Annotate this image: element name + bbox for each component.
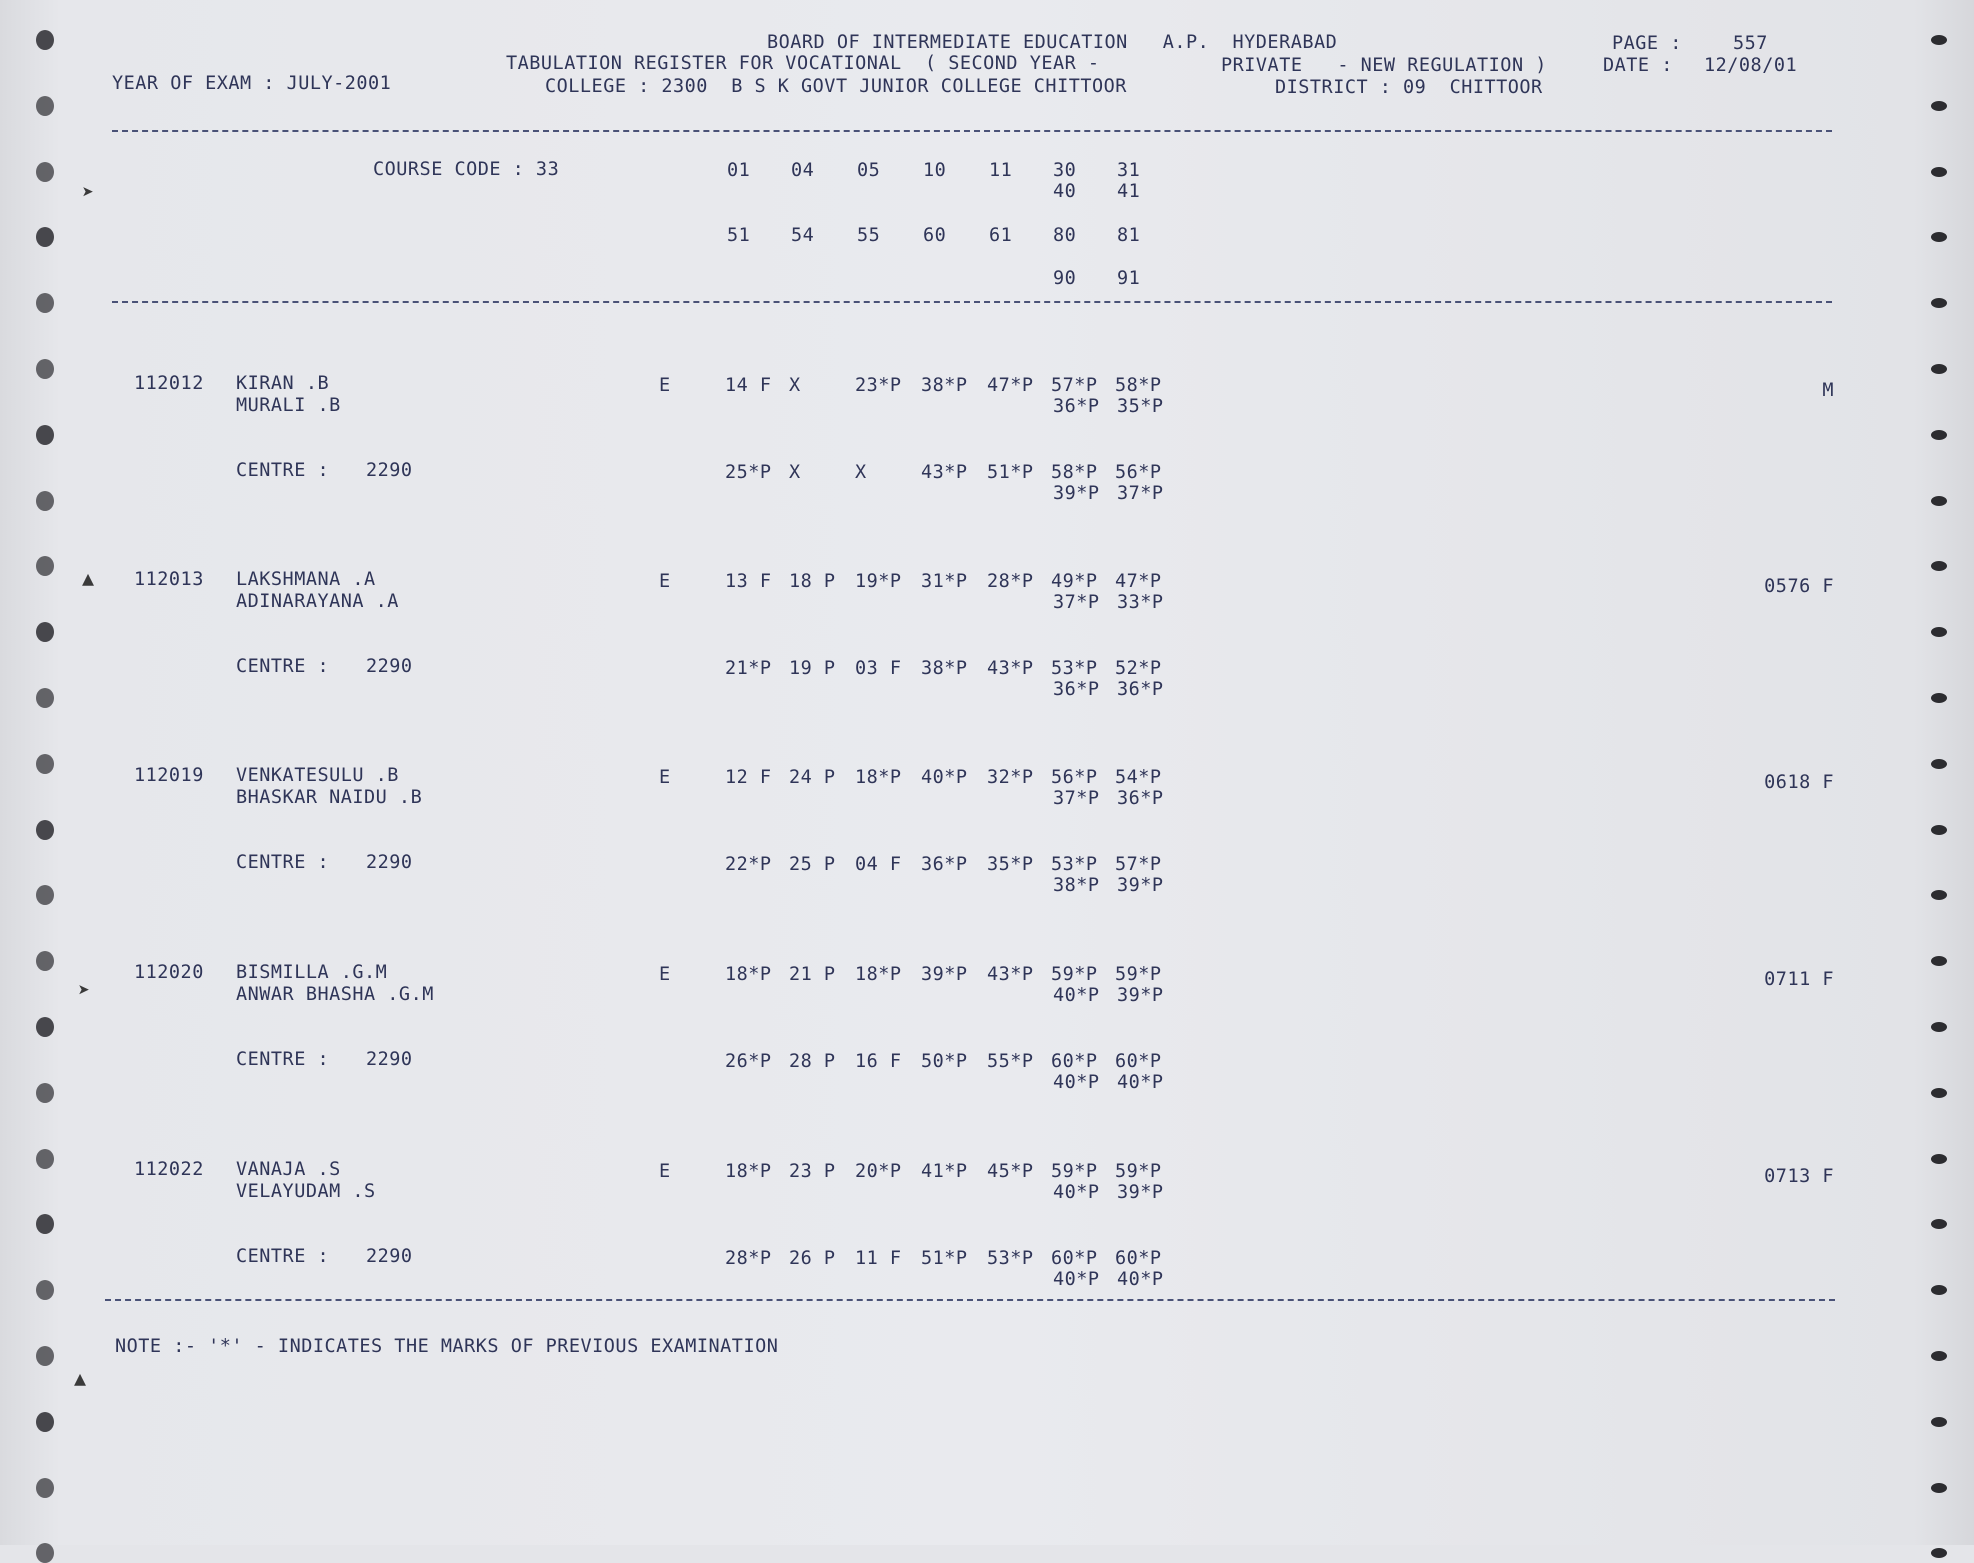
course-subject-code: 61 — [989, 225, 1013, 246]
student-name: VANAJA .S — [236, 1159, 341, 1180]
centre-label: CENTRE : — [236, 852, 330, 873]
feed-hole — [1931, 298, 1947, 308]
mark-cell: 39*P — [921, 964, 968, 985]
mark-cell: 56*P — [1051, 767, 1098, 788]
course-subject-code: 51 — [727, 225, 751, 246]
mark-cell: 03 F — [855, 658, 902, 679]
mark-cell: 40*P — [1053, 1269, 1100, 1290]
mark-cell: 26*P — [725, 1051, 772, 1072]
feed-hole — [1931, 167, 1947, 177]
mark-cell: 35*P — [1117, 396, 1164, 417]
feed-hole — [1931, 1219, 1947, 1229]
mark-cell: 59*P — [1051, 1161, 1098, 1182]
feed-hole — [36, 30, 54, 50]
left-tractor-holes — [30, 0, 60, 1545]
course-subject-code: 81 — [1117, 225, 1141, 246]
feed-hole — [1931, 561, 1947, 571]
mark-cell: 57*P — [1115, 854, 1162, 875]
mark-cell: 18*P — [725, 1161, 772, 1182]
divider-top — [112, 130, 1832, 132]
mark-cell: 57*P — [1051, 375, 1098, 396]
mark-cell: 51*P — [987, 462, 1034, 483]
mark-cell: 56*P — [1115, 462, 1162, 483]
mark-cell: 21*P — [725, 658, 772, 679]
mark-cell: 59*P — [1115, 1161, 1162, 1182]
arrow-mark-icon: ➤ — [82, 180, 95, 204]
mark-cell: 54*P — [1115, 767, 1162, 788]
mark-cell: 36*P — [921, 854, 968, 875]
mark-cell: 12 F — [725, 767, 772, 788]
mark-cell: 39*P — [1117, 875, 1164, 896]
college-name: COLLEGE : 2300 B S K GOVT JUNIOR COLLEGE CHITTOOR — [545, 76, 1127, 97]
centre-label: CENTRE : — [236, 1049, 330, 1070]
feed-hole — [36, 885, 54, 905]
mark-cell: 58*P — [1115, 375, 1162, 396]
result: 0713 F — [1764, 1166, 1834, 1187]
feed-hole — [36, 1280, 54, 1300]
centre-code: 2290 — [366, 656, 413, 677]
student-name: BISMILLA .G.M — [236, 962, 388, 983]
mark-cell: 40*P — [1053, 1072, 1100, 1093]
footnote: NOTE :- '*' - INDICATES THE MARKS OF PREVIOUS EXAMINATION — [115, 1336, 779, 1357]
feed-hole — [1931, 496, 1947, 506]
course-subject-code: 90 — [1053, 268, 1077, 289]
arrow-mark-icon: ➤ — [78, 978, 91, 1002]
mark-cell: 25 P — [789, 854, 836, 875]
mark-cell: 59*P — [1051, 964, 1098, 985]
feed-hole — [36, 820, 54, 840]
mark-cell: 60*P — [1051, 1248, 1098, 1269]
medium: E — [659, 1161, 671, 1182]
roll-number: 112013 — [134, 569, 204, 590]
course-subject-code: 11 — [989, 160, 1013, 181]
feed-hole — [1931, 1285, 1947, 1295]
date-label: DATE : — [1603, 55, 1673, 76]
mark-cell: 19 P — [789, 658, 836, 679]
centre-label: CENTRE : — [236, 1246, 330, 1267]
mark-cell: 40*P — [921, 767, 968, 788]
feed-hole — [1931, 627, 1947, 637]
feed-hole — [36, 227, 54, 247]
mark-cell: 35*P — [987, 854, 1034, 875]
feed-hole — [36, 754, 54, 774]
mark-cell: 14 F — [725, 375, 772, 396]
course-subject-code: 91 — [1117, 268, 1141, 289]
feed-hole — [1931, 1088, 1947, 1098]
print-date: 12/08/01 — [1704, 55, 1798, 76]
mark-cell: 49*P — [1051, 571, 1098, 592]
roll-number: 112019 — [134, 765, 204, 786]
result: 0618 F — [1764, 772, 1834, 793]
feed-hole — [1931, 1351, 1947, 1361]
mark-cell: 53*P — [1051, 854, 1098, 875]
district: DISTRICT : 09 CHITTOOR — [1275, 77, 1543, 98]
feed-hole — [36, 1214, 54, 1234]
feed-hole — [1931, 1154, 1947, 1164]
feed-hole — [1931, 759, 1947, 769]
feed-hole — [36, 1149, 54, 1169]
feed-hole — [1931, 101, 1947, 111]
student-name: KIRAN .B — [236, 373, 330, 394]
mark-cell: 39*P — [1117, 1182, 1164, 1203]
register-title: TABULATION REGISTER FOR VOCATIONAL ( SECOND YEAR - — [506, 53, 1100, 74]
mark-cell: 36*P — [1117, 679, 1164, 700]
course-subject-code: 41 — [1117, 181, 1141, 202]
mark-cell: 33*P — [1117, 592, 1164, 613]
mark-cell: 40*P — [1117, 1269, 1164, 1290]
mark-cell: 37*P — [1117, 483, 1164, 504]
mark-cell: 28*P — [725, 1248, 772, 1269]
centre-code: 2290 — [366, 1246, 413, 1267]
mark-cell: 41*P — [921, 1161, 968, 1182]
mark-cell: 60*P — [1115, 1248, 1162, 1269]
mark-cell: 47*P — [1115, 571, 1162, 592]
mark-cell: 36*P — [1053, 396, 1100, 417]
feed-hole — [1931, 825, 1947, 835]
medium: E — [659, 375, 671, 396]
course-subject-code: 40 — [1053, 181, 1077, 202]
centre-label: CENTRE : — [236, 656, 330, 677]
feed-hole — [1931, 1483, 1947, 1493]
feed-hole — [36, 1083, 54, 1103]
result: 0576 F — [1764, 576, 1834, 597]
feed-hole — [36, 425, 54, 445]
mark-cell: X — [789, 462, 801, 483]
mark-cell: 24 P — [789, 767, 836, 788]
page-label: PAGE : — [1612, 33, 1682, 54]
mark-cell: 04 F — [855, 854, 902, 875]
mark-cell: 23*P — [855, 375, 902, 396]
feed-hole — [1931, 1022, 1947, 1032]
mark-cell: 13 F — [725, 571, 772, 592]
mark-cell: 18 P — [789, 571, 836, 592]
mark-cell: 18*P — [725, 964, 772, 985]
feed-hole — [36, 1478, 54, 1498]
mark-cell: 60*P — [1115, 1051, 1162, 1072]
mark-cell: 36*P — [1053, 679, 1100, 700]
student-name: LAKSHMANA .A — [236, 569, 376, 590]
student-name: VENKATESULU .B — [236, 765, 399, 786]
roll-number: 112012 — [134, 373, 204, 394]
mark-cell: 45*P — [987, 1161, 1034, 1182]
feed-hole — [1931, 364, 1947, 374]
mark-cell: X — [789, 375, 801, 396]
course-subject-code: 55 — [857, 225, 881, 246]
course-code-label: COURSE CODE : 33 — [373, 159, 560, 180]
mark-cell: 22*P — [725, 854, 772, 875]
year-of-exam: YEAR OF EXAM : JULY-2001 — [112, 73, 392, 94]
mark-cell: 21 P — [789, 964, 836, 985]
mark-cell: 11 F — [855, 1248, 902, 1269]
result: M — [1822, 380, 1834, 401]
roll-number: 112022 — [134, 1159, 204, 1180]
feed-hole — [36, 688, 54, 708]
course-subject-code: 60 — [923, 225, 947, 246]
feed-hole — [36, 1346, 54, 1366]
divider-bottom — [105, 1299, 1835, 1301]
feed-hole — [1931, 956, 1947, 966]
feed-hole — [36, 162, 54, 182]
feed-hole — [36, 96, 54, 116]
mark-cell: 53*P — [1051, 658, 1098, 679]
mark-cell: 38*P — [1053, 875, 1100, 896]
arrow-mark-icon: ▲ — [82, 566, 95, 590]
divider-course — [112, 301, 1832, 303]
feed-hole — [1931, 35, 1947, 45]
father-name: BHASKAR NAIDU .B — [236, 787, 423, 808]
mark-cell: 26 P — [789, 1248, 836, 1269]
course-subject-code: 30 — [1053, 160, 1077, 181]
mark-cell: 58*P — [1051, 462, 1098, 483]
feed-hole — [36, 359, 54, 379]
mark-cell: 40*P — [1053, 1182, 1100, 1203]
mark-cell: 28*P — [987, 571, 1034, 592]
mark-cell: 51*P — [921, 1248, 968, 1269]
mark-cell: 53*P — [987, 1248, 1034, 1269]
centre-label: CENTRE : — [236, 460, 330, 481]
course-subject-code: 31 — [1117, 160, 1141, 181]
course-subject-code: 04 — [791, 160, 815, 181]
mark-cell: X — [855, 462, 867, 483]
feed-hole — [36, 293, 54, 313]
medium: E — [659, 964, 671, 985]
centre-code: 2290 — [366, 460, 413, 481]
course-subject-code: 54 — [791, 225, 815, 246]
mark-cell: 36*P — [1117, 788, 1164, 809]
mark-cell: 52*P — [1115, 658, 1162, 679]
centre-code: 2290 — [366, 852, 413, 873]
course-subject-code: 01 — [727, 160, 751, 181]
mark-cell: 60*P — [1051, 1051, 1098, 1072]
mark-cell: 59*P — [1115, 964, 1162, 985]
regulation-type: PRIVATE - NEW REGULATION ) — [1221, 55, 1547, 76]
feed-hole — [36, 556, 54, 576]
feed-hole — [36, 1543, 54, 1563]
mark-cell: 25*P — [725, 462, 772, 483]
mark-cell: 43*P — [921, 462, 968, 483]
board-title: BOARD OF INTERMEDIATE EDUCATION A.P. HYDERABAD — [767, 32, 1338, 53]
feed-hole — [36, 1017, 54, 1037]
feed-hole — [36, 951, 54, 971]
mark-cell: 47*P — [987, 375, 1034, 396]
course-subject-code: 10 — [923, 160, 947, 181]
father-name: ADINARAYANA .A — [236, 591, 399, 612]
feed-hole — [1931, 430, 1947, 440]
mark-cell: 55*P — [987, 1051, 1034, 1072]
arrow-mark-icon: ▲ — [74, 1366, 87, 1390]
feed-hole — [1931, 1417, 1947, 1427]
mark-cell: 38*P — [921, 375, 968, 396]
mark-cell: 40*P — [1117, 1072, 1164, 1093]
father-name: ANWAR BHASHA .G.M — [236, 984, 434, 1005]
father-name: MURALI .B — [236, 395, 341, 416]
feed-hole — [36, 491, 54, 511]
mark-cell: 43*P — [987, 658, 1034, 679]
mark-cell: 23 P — [789, 1161, 836, 1182]
mark-cell: 32*P — [987, 767, 1034, 788]
result: 0711 F — [1764, 969, 1834, 990]
feed-hole — [1931, 232, 1947, 242]
mark-cell: 37*P — [1053, 592, 1100, 613]
mark-cell: 50*P — [921, 1051, 968, 1072]
mark-cell: 28 P — [789, 1051, 836, 1072]
mark-cell: 37*P — [1053, 788, 1100, 809]
mark-cell: 39*P — [1053, 483, 1100, 504]
course-subject-code: 80 — [1053, 225, 1077, 246]
mark-cell: 39*P — [1117, 985, 1164, 1006]
feed-hole — [36, 1412, 54, 1432]
feed-hole — [1931, 890, 1947, 900]
centre-code: 2290 — [366, 1049, 413, 1070]
mark-cell: 43*P — [987, 964, 1034, 985]
page-number: 557 — [1733, 33, 1768, 54]
mark-cell: 38*P — [921, 658, 968, 679]
feed-hole — [36, 622, 54, 642]
medium: E — [659, 767, 671, 788]
feed-hole — [1931, 1548, 1947, 1558]
father-name: VELAYUDAM .S — [236, 1181, 376, 1202]
right-tractor-holes — [1925, 0, 1955, 1545]
mark-cell: 18*P — [855, 767, 902, 788]
roll-number: 112020 — [134, 962, 204, 983]
mark-cell: 16 F — [855, 1051, 902, 1072]
course-subject-code: 05 — [857, 160, 881, 181]
mark-cell: 19*P — [855, 571, 902, 592]
mark-cell: 40*P — [1053, 985, 1100, 1006]
feed-hole — [1931, 693, 1947, 703]
mark-cell: 18*P — [855, 964, 902, 985]
medium: E — [659, 571, 671, 592]
mark-cell: 31*P — [921, 571, 968, 592]
mark-cell: 20*P — [855, 1161, 902, 1182]
